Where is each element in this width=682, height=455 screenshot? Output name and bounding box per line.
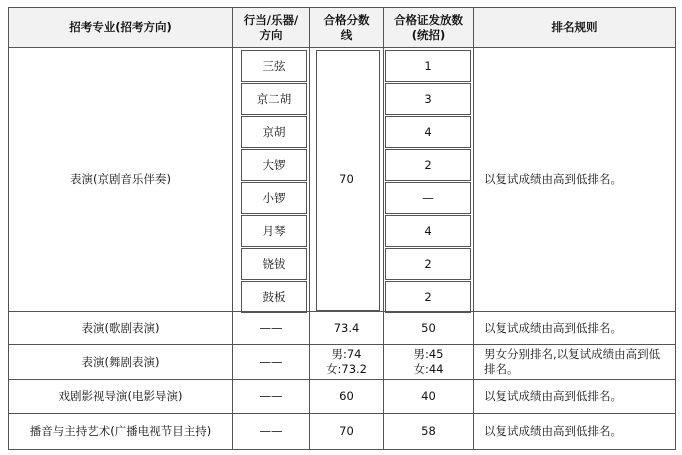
- sub-row-trade: 京二胡: [241, 83, 307, 115]
- header-cert: 合格证发放数(统招): [384, 8, 473, 47]
- sub-row-cert: 1: [385, 50, 471, 82]
- sub-row-cert: 4: [385, 215, 471, 247]
- sub-row-cert: 2: [385, 149, 471, 181]
- row-rule: 以复试成绩由高到低排名。: [484, 320, 622, 335]
- row-cert: 58: [421, 424, 436, 438]
- row-rule: 男女分别排名,以复试成绩由高到低排名。: [484, 347, 661, 376]
- row-cert-split: [384, 345, 473, 379]
- group-major: 表演(京剧音乐伴奏): [70, 172, 171, 186]
- score-female: 女:73.2: [326, 362, 367, 376]
- row-score: 73.4: [333, 320, 360, 335]
- sub-row-trade: 京胡: [241, 116, 307, 148]
- group-rule: 以复试成绩由高到低排名。: [484, 172, 622, 186]
- sub-row-cert: 3: [385, 83, 471, 115]
- row-trade: ——: [259, 354, 283, 369]
- row-cert: 40: [421, 389, 436, 403]
- cert-female: 女:44: [413, 362, 444, 376]
- row-trade: ——: [259, 320, 283, 335]
- score-male: 男:74: [331, 347, 362, 361]
- row-major: 播音与主持艺术(广播电视节目主持): [29, 424, 212, 438]
- row-major: 表演(舞剧表演): [81, 354, 160, 369]
- row-trade: ——: [259, 424, 283, 438]
- row-cert: 50: [421, 320, 436, 335]
- row-score-split: [310, 345, 383, 379]
- group-score: 70: [339, 172, 354, 186]
- sub-row-trade: 三弦: [241, 50, 307, 82]
- sub-row-cert: 2: [385, 248, 471, 280]
- header-score: 合格分数线: [310, 8, 383, 47]
- sub-row-trade: 铙钹: [241, 248, 307, 280]
- header-major: 招考专业(招考方向): [9, 8, 232, 47]
- row-rule: 以复试成绩由高到低排名。: [484, 389, 622, 403]
- admission-table: [8, 7, 676, 450]
- row-score: 70: [339, 424, 354, 438]
- sub-row-cert: 4: [385, 116, 471, 148]
- group-score-box: [316, 50, 380, 311]
- sub-row-trade: 月琴: [241, 215, 307, 247]
- sub-row-cert: —: [385, 182, 471, 214]
- row-trade: ——: [259, 389, 283, 403]
- row-major: 表演(歌剧表演): [81, 320, 160, 335]
- row-major: 戏剧影视导演(电影导演): [58, 389, 183, 403]
- sub-row-trade: 鼓板: [241, 281, 307, 313]
- cert-male: 男:45: [413, 347, 444, 361]
- sub-row-trade: 小锣: [241, 182, 307, 214]
- row-score: 60: [339, 389, 354, 403]
- sub-row-trade: 大锣: [241, 149, 307, 181]
- row-rule: 以复试成绩由高到低排名。: [484, 424, 622, 438]
- sub-row-cert: 2: [385, 281, 471, 313]
- header-trade: 行当/乐器/方向: [233, 8, 309, 47]
- header-rule: 排名规则: [474, 8, 675, 47]
